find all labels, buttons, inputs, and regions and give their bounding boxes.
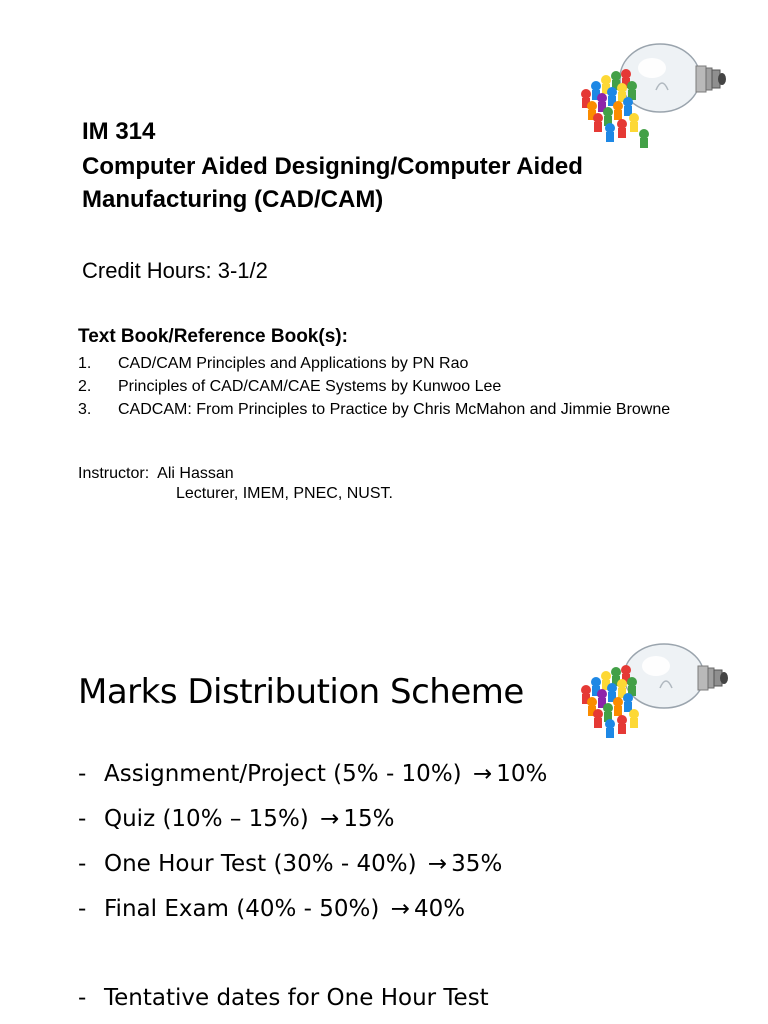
dash-bullet: -	[78, 806, 87, 832]
slide-title: Marks Distribution Scheme	[78, 672, 524, 712]
arrow-right-icon: →	[427, 851, 448, 877]
list-item	[78, 400, 718, 419]
instructor-block	[78, 464, 393, 504]
credit-hours: Credit Hours: 3-1/2	[82, 258, 268, 283]
book-title: CAD/CAM Principles and Applications by PN Rao	[118, 355, 469, 372]
dash-bullet: -	[78, 985, 87, 1011]
dash-bullet: -	[78, 851, 87, 877]
list-item	[78, 377, 718, 396]
list-number: 3.	[78, 401, 92, 418]
mark-value: 40%	[413, 896, 466, 922]
mark-value: 35%	[451, 851, 503, 877]
list-number: 2.	[78, 378, 92, 395]
tentative-text: Tentative dates for One Hour Test	[104, 985, 489, 1011]
list-item	[78, 752, 547, 797]
lightbulb-pawns-icon	[568, 30, 738, 150]
mark-component: One Hour Test (30% - 40%)	[104, 851, 417, 877]
course-code: IM 314	[82, 118, 156, 145]
book-title: CADCAM: From Principles to Practice by Chris McMahon and Jimmie Browne	[118, 401, 671, 418]
lightbulb-pawns-icon	[568, 632, 738, 744]
list-item	[78, 887, 547, 932]
instructor-name: Ali Hassan	[157, 465, 234, 482]
mark-component: Assignment/Project (5% - 10%)	[104, 761, 462, 787]
list-item	[78, 842, 547, 887]
mark-component: Final Exam (40% - 50%)	[104, 896, 380, 922]
dash-bullet: -	[78, 896, 87, 922]
instructor-title: Lecturer, IMEM, PNEC, NUST.	[176, 485, 393, 502]
list-number: 1.	[78, 355, 92, 372]
arrow-right-icon: →	[390, 896, 410, 922]
marks-list	[78, 752, 547, 932]
list-item	[78, 797, 547, 842]
tentative-dates-item	[78, 978, 489, 1018]
marks-distribution-slide	[0, 600, 768, 1024]
book-title: Principles of CAD/CAM/CAE Systems by Kunwoo Lee	[118, 378, 502, 395]
arrow-right-icon: →	[320, 806, 340, 832]
instructor-label: Instructor:	[78, 465, 150, 482]
course-title: Computer Aided Designing/Computer Aided Manufacturing (CAD/CAM)	[82, 153, 583, 213]
list-item	[78, 354, 718, 373]
arrow-right-icon: →	[472, 761, 493, 787]
mark-value: 15%	[343, 806, 395, 832]
books-heading: Text Book/Reference Book(s):	[78, 326, 348, 347]
dash-bullet: -	[78, 761, 87, 787]
mark-value: 10%	[496, 761, 548, 787]
book-list	[78, 354, 718, 423]
mark-component: Quiz (10% – 15%)	[104, 806, 309, 832]
